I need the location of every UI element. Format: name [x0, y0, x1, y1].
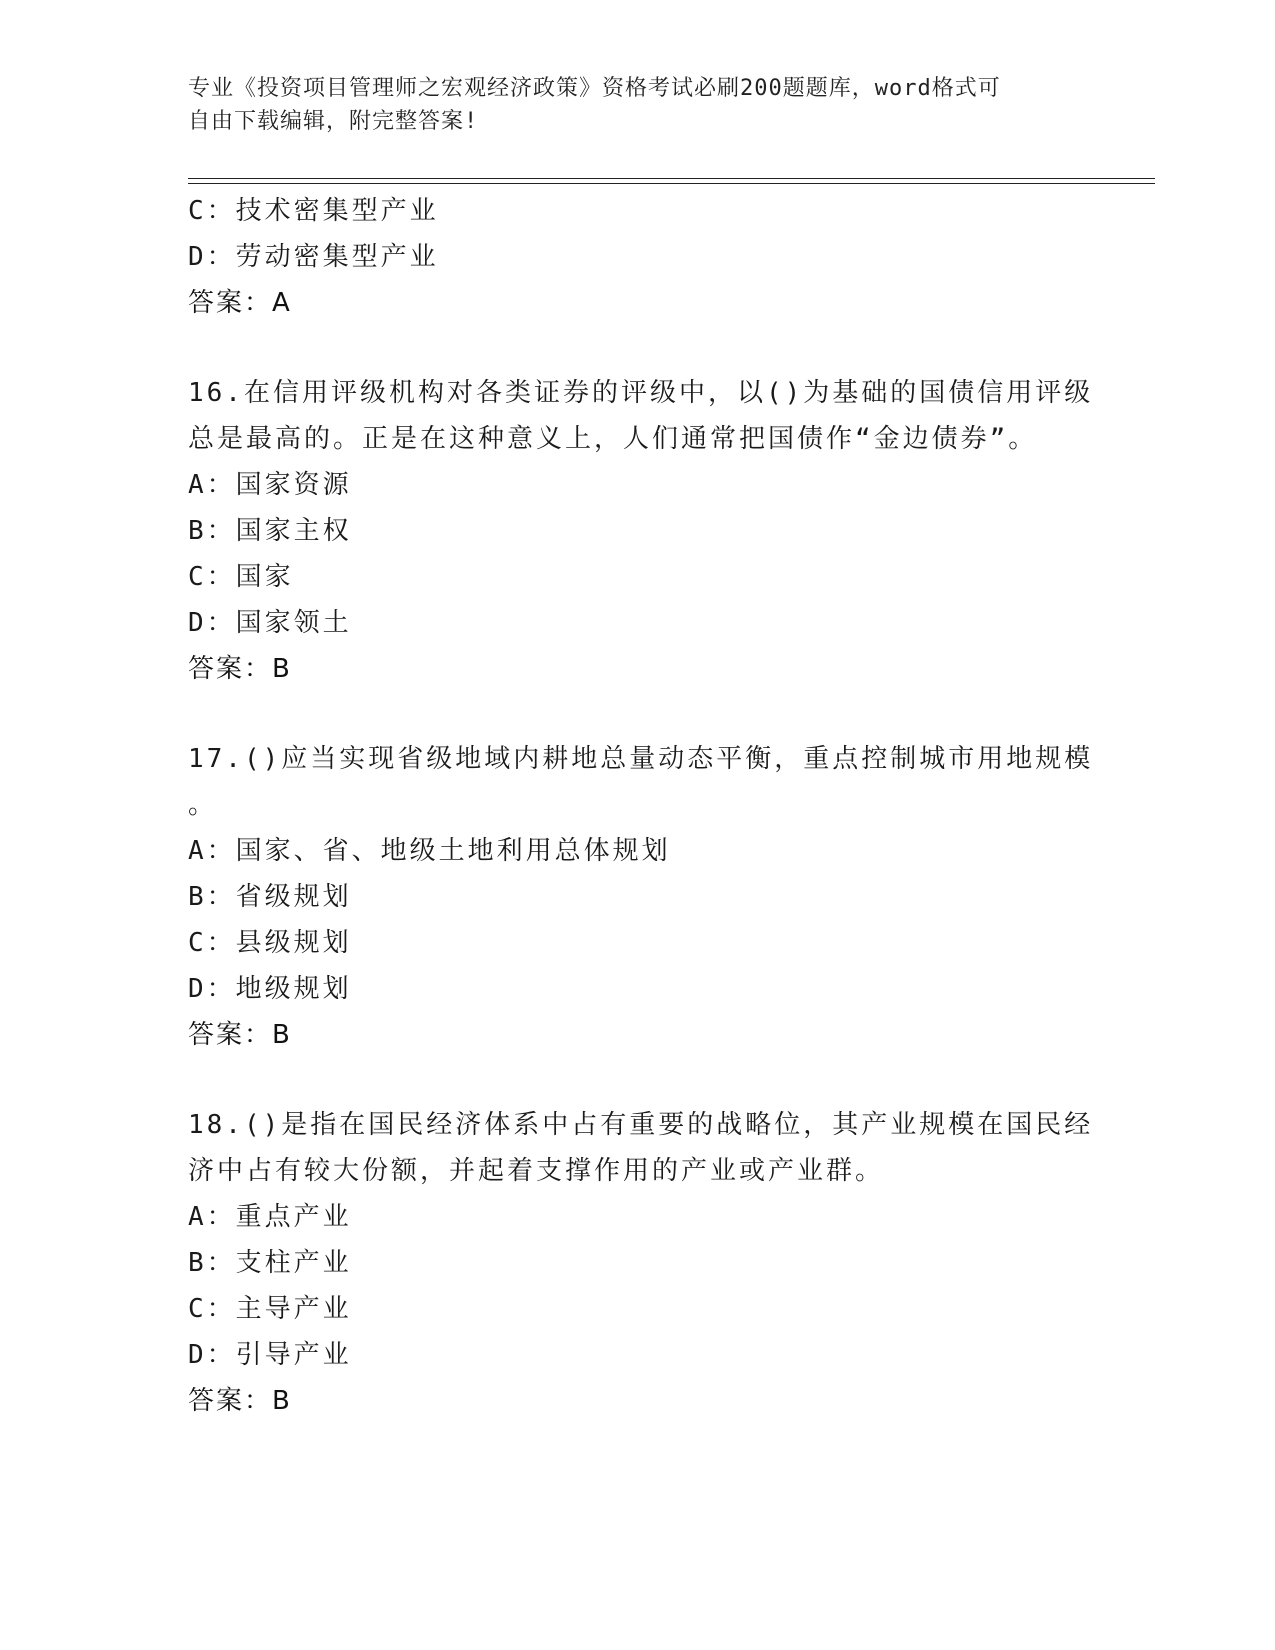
answer-line: 答案：B — [188, 1386, 292, 1416]
stem-line-2: 。 — [188, 790, 218, 820]
question-content — [188, 188, 1094, 1424]
header-rule-bottom — [188, 183, 1155, 184]
question-stem — [188, 736, 1094, 828]
option-a: A：国家资源 — [188, 470, 352, 500]
option-c: C：国家 — [188, 562, 294, 592]
stem-line-1: 18.()是指在国民经济体系中占有重要的战略位，其产业规模在国民经 — [188, 1110, 1094, 1140]
option-d: D：劳动密集型产业 — [188, 242, 439, 272]
question-17 — [188, 736, 1094, 1058]
option-d: D：国家领土 — [188, 608, 352, 638]
option-a: A：重点产业 — [188, 1202, 352, 1232]
question-18 — [188, 1102, 1094, 1424]
option-c: C：县级规划 — [188, 928, 352, 958]
header-line-2: 自由下载编辑，附完整答案! — [188, 109, 479, 134]
carryover-question — [188, 188, 1088, 326]
answer-line: 答案：A — [188, 288, 292, 318]
option-c: C：主导产业 — [188, 1294, 352, 1324]
option-d: D：地级规划 — [188, 974, 352, 1004]
header-line-1: 专业《投资项目管理师之宏观经济政策》资格考试必刷200题题库，word格式可 — [188, 76, 1001, 101]
page-header — [188, 72, 1088, 138]
stem-line-2: 总是最高的。正是在这种意义上，人们通常把国债作“金边债券”。 — [188, 424, 1038, 454]
stem-line-1: 16.在信用评级机构对各类证券的评级中，以()为基础的国债信用评级 — [188, 378, 1094, 408]
option-a: A：国家、省、地级土地利用总体规划 — [188, 836, 671, 866]
question-16 — [188, 370, 1094, 692]
option-b: B：国家主权 — [188, 516, 352, 546]
option-b: B：支柱产业 — [188, 1248, 352, 1278]
question-stem — [188, 1102, 1094, 1194]
option-b: B：省级规划 — [188, 882, 352, 912]
answer-line: 答案：B — [188, 654, 292, 684]
stem-line-1: 17.()应当实现省级地域内耕地总量动态平衡，重点控制城市用地规模 — [188, 744, 1094, 774]
answer-line: 答案：B — [188, 1020, 292, 1050]
question-stem — [188, 370, 1094, 462]
stem-line-2: 济中占有较大份额，并起着支撑作用的产业或产业群。 — [188, 1156, 885, 1186]
option-c: C：技术密集型产业 — [188, 196, 439, 226]
header-rule-top — [188, 178, 1155, 179]
option-d: D：引导产业 — [188, 1340, 352, 1370]
